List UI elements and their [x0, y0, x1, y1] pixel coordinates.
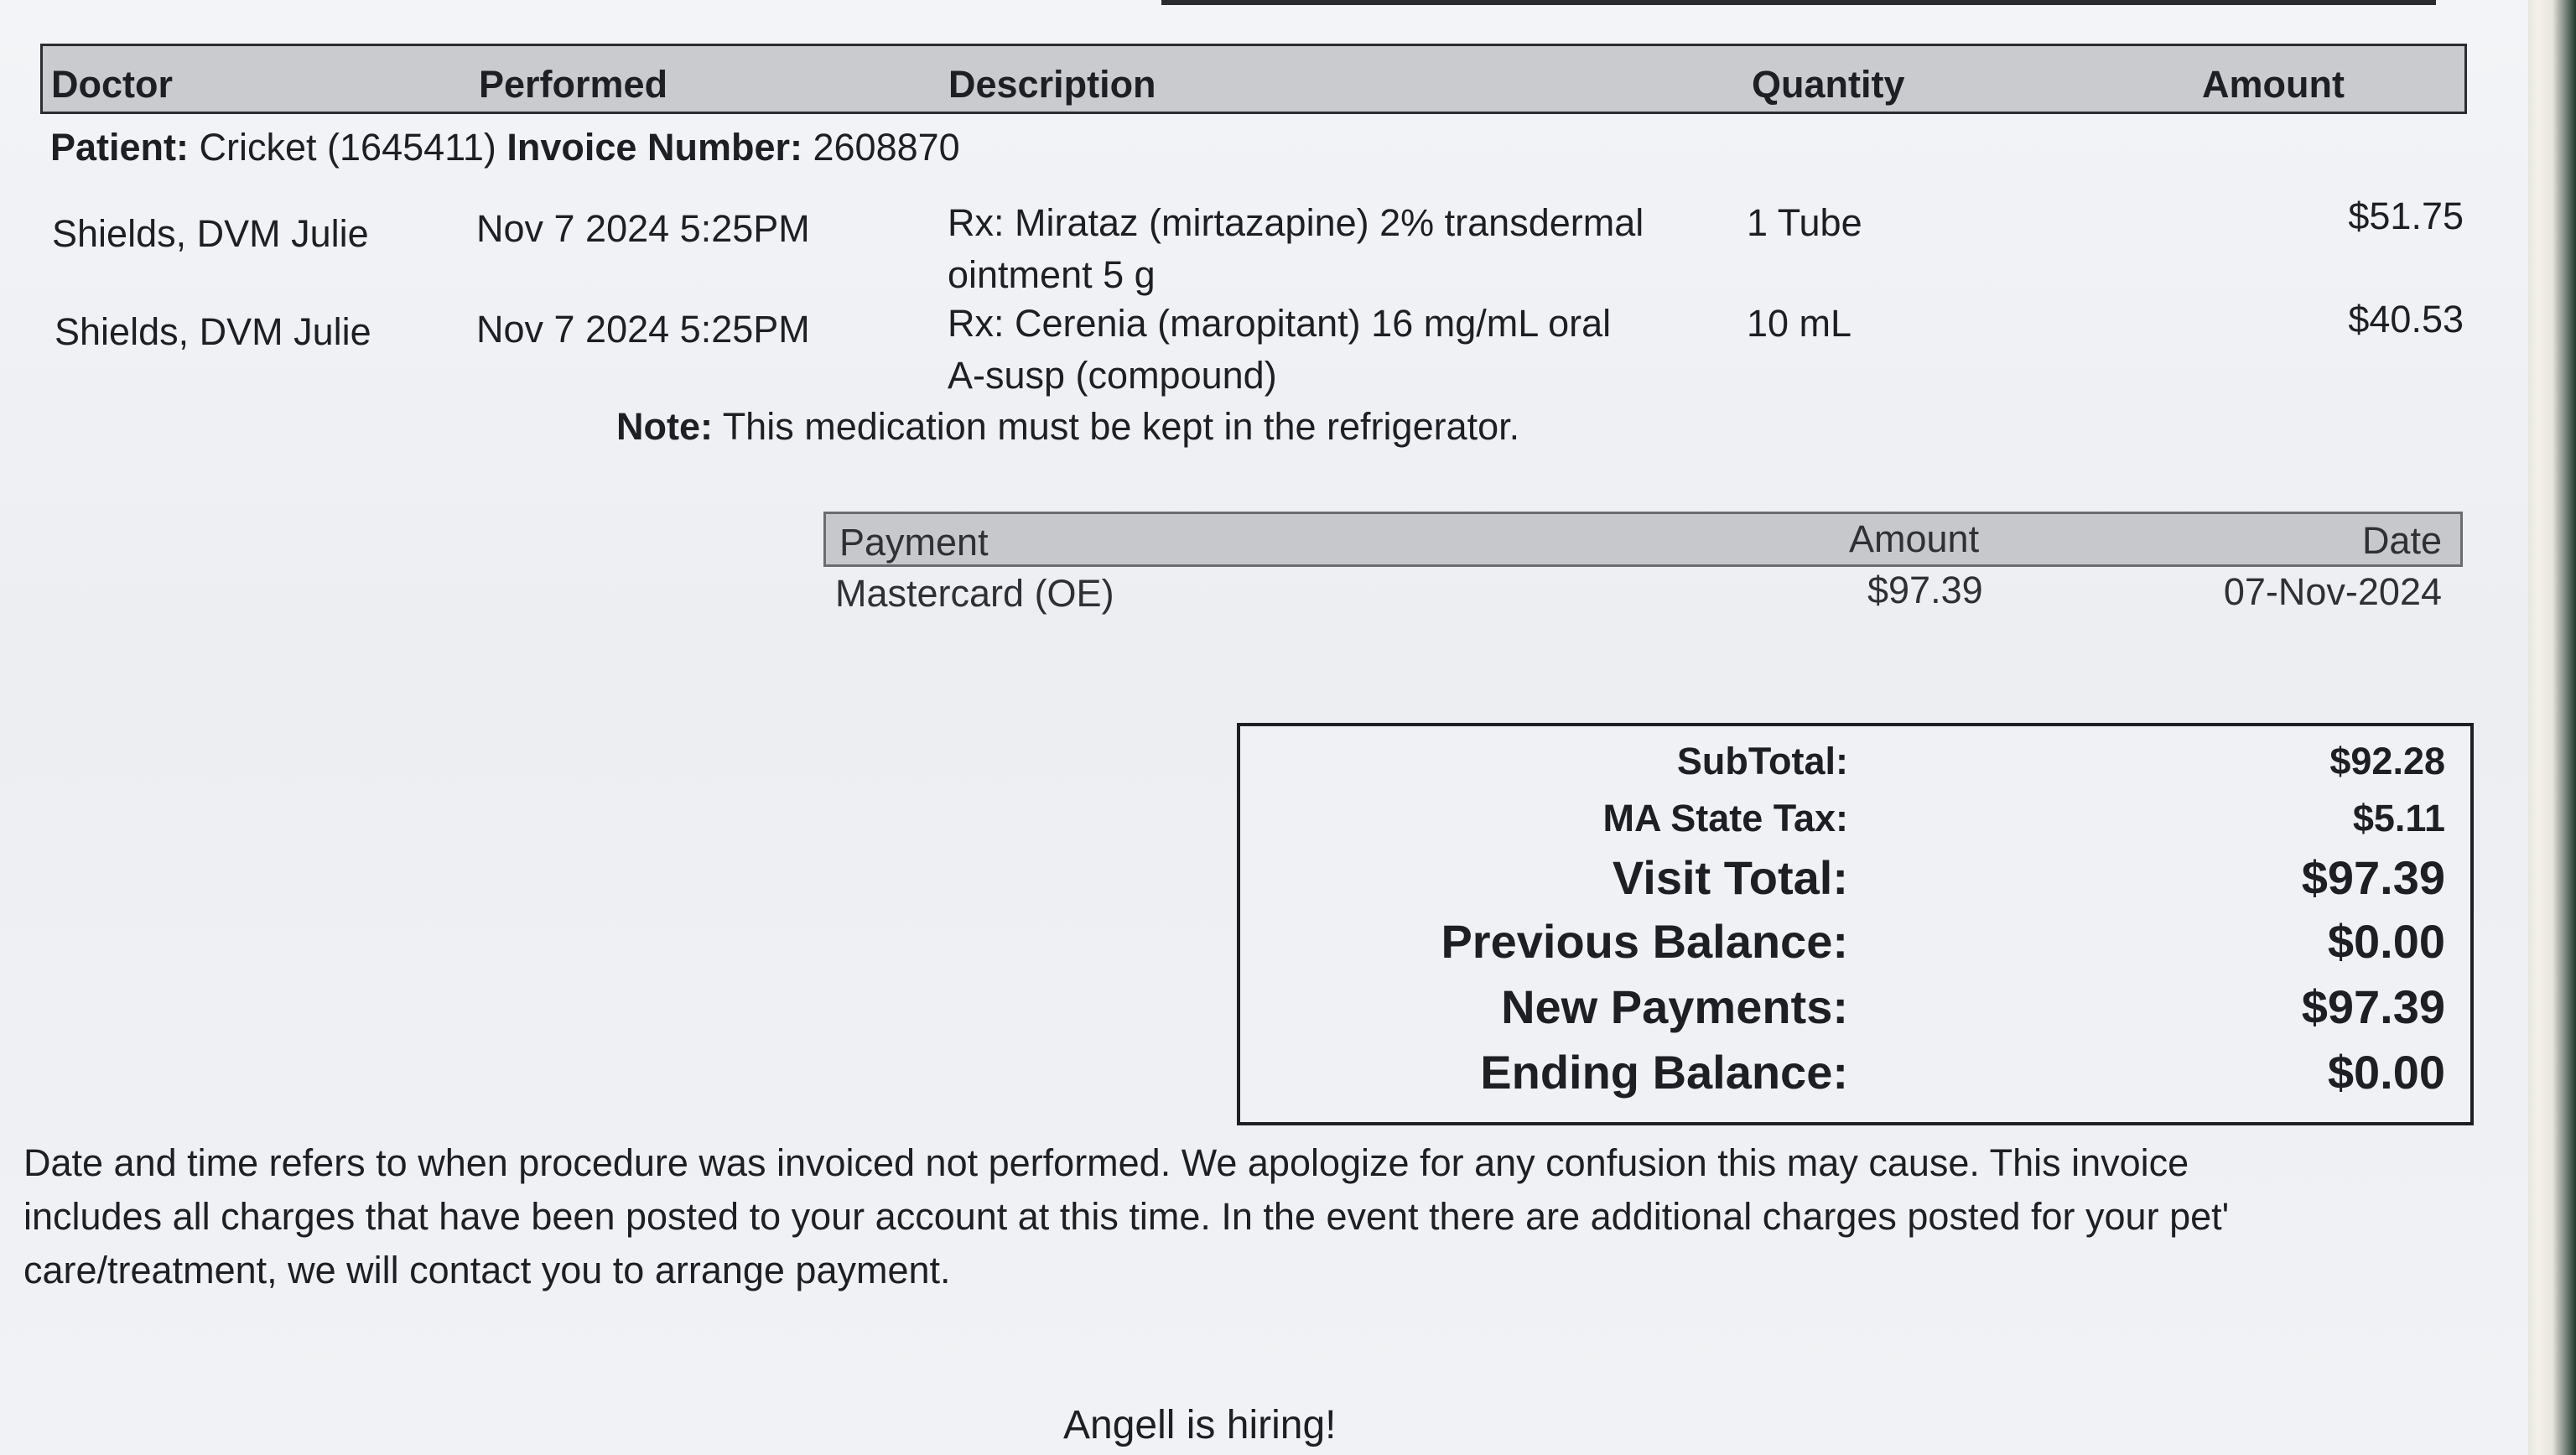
patient-label: Patient: — [50, 126, 190, 169]
disclaimer-line3: care/treatment, we will contact you to arrange payment. — [23, 1249, 951, 1291]
disclaimer-line2: includes all charges that have been posted to your account at this time. In the event there are additional charges posted for your pet' — [23, 1195, 2230, 1238]
item-performed: Nov 7 2024 5:25PM — [476, 308, 810, 351]
item-description — [948, 197, 1727, 301]
item-quantity: 10 mL — [1747, 302, 1852, 345]
item-description-line1: Rx: Mirataz (mirtazapine) 2% transdermal — [948, 201, 1644, 244]
refrigeration-note — [616, 405, 1519, 449]
item-doctor: Shields, DVM Julie — [52, 212, 369, 255]
header-doctor: Doctor — [51, 63, 173, 106]
patient-line — [50, 126, 960, 169]
item-description-line2: A-susp (compound) — [948, 354, 1277, 397]
visit-total-value: $97.39 — [2301, 851, 2445, 904]
subtotal-label: SubTotal: — [1676, 740, 1848, 782]
items-table-header — [40, 44, 2467, 114]
item-performed: Nov 7 2024 5:25PM — [476, 207, 810, 250]
patient-value: Cricket (1645411) — [199, 126, 496, 169]
visit-total-label: Visit Total: — [1612, 851, 1848, 904]
new-payments-label: New Payments: — [1501, 980, 1848, 1033]
payments-header — [823, 512, 2463, 567]
item-doctor: Shields, DVM Julie — [55, 310, 371, 353]
payment-method: Mastercard (OE) — [835, 572, 1114, 615]
ending-balance-label: Ending Balance: — [1480, 1046, 1848, 1099]
payment-amount: $97.39 — [1867, 569, 1983, 611]
item-description-line1: Rx: Cerenia (maropitant) 16 mg/mL oral — [948, 302, 1612, 345]
disclaimer-text — [23, 1136, 2506, 1297]
tax-label: MA State Tax: — [1602, 797, 1848, 839]
hiring-notice: Angell is hiring! — [1063, 1403, 1337, 1447]
header-performed: Performed — [479, 63, 668, 106]
invoice-value: 2608870 — [813, 126, 960, 169]
previous-balance-label: Previous Balance: — [1441, 915, 1848, 968]
note-label: Note: — [616, 405, 713, 448]
top-rule — [1161, 0, 2436, 5]
ending-balance-value: $0.00 — [2327, 1046, 2445, 1099]
item-quantity: 1 Tube — [1747, 201, 1862, 244]
payments-header-date: Date — [2361, 519, 2442, 562]
header-quantity: Quantity — [1752, 63, 1905, 106]
payments-header-amount: Amount — [1849, 517, 1980, 560]
item-description — [948, 298, 1727, 402]
invoice-label: Invoice Number: — [506, 126, 802, 169]
tax-value: $5.11 — [2352, 797, 2445, 839]
new-payments-value: $97.39 — [2301, 980, 2445, 1033]
totals-box — [1237, 723, 2474, 1125]
header-amount: Amount — [2202, 63, 2345, 106]
disclaimer-line1: Date and time refers to when procedure was invoiced not performed. We apologize for any confusion this may cause. This invoice — [23, 1141, 2189, 1184]
item-description-line2: ointment 5 g — [948, 253, 1156, 296]
subtotal-value: $92.28 — [2329, 740, 2445, 782]
item-amount: $51.75 — [2348, 195, 2464, 237]
item-amount: $40.53 — [2348, 298, 2464, 340]
header-description: Description — [948, 63, 1156, 106]
payments-header-payment: Payment — [839, 521, 989, 564]
note-text: This medication must be kept in the refrigerator. — [722, 405, 1520, 448]
previous-balance-value: $0.00 — [2327, 915, 2445, 968]
payment-date: 07-Nov-2024 — [2223, 570, 2442, 613]
